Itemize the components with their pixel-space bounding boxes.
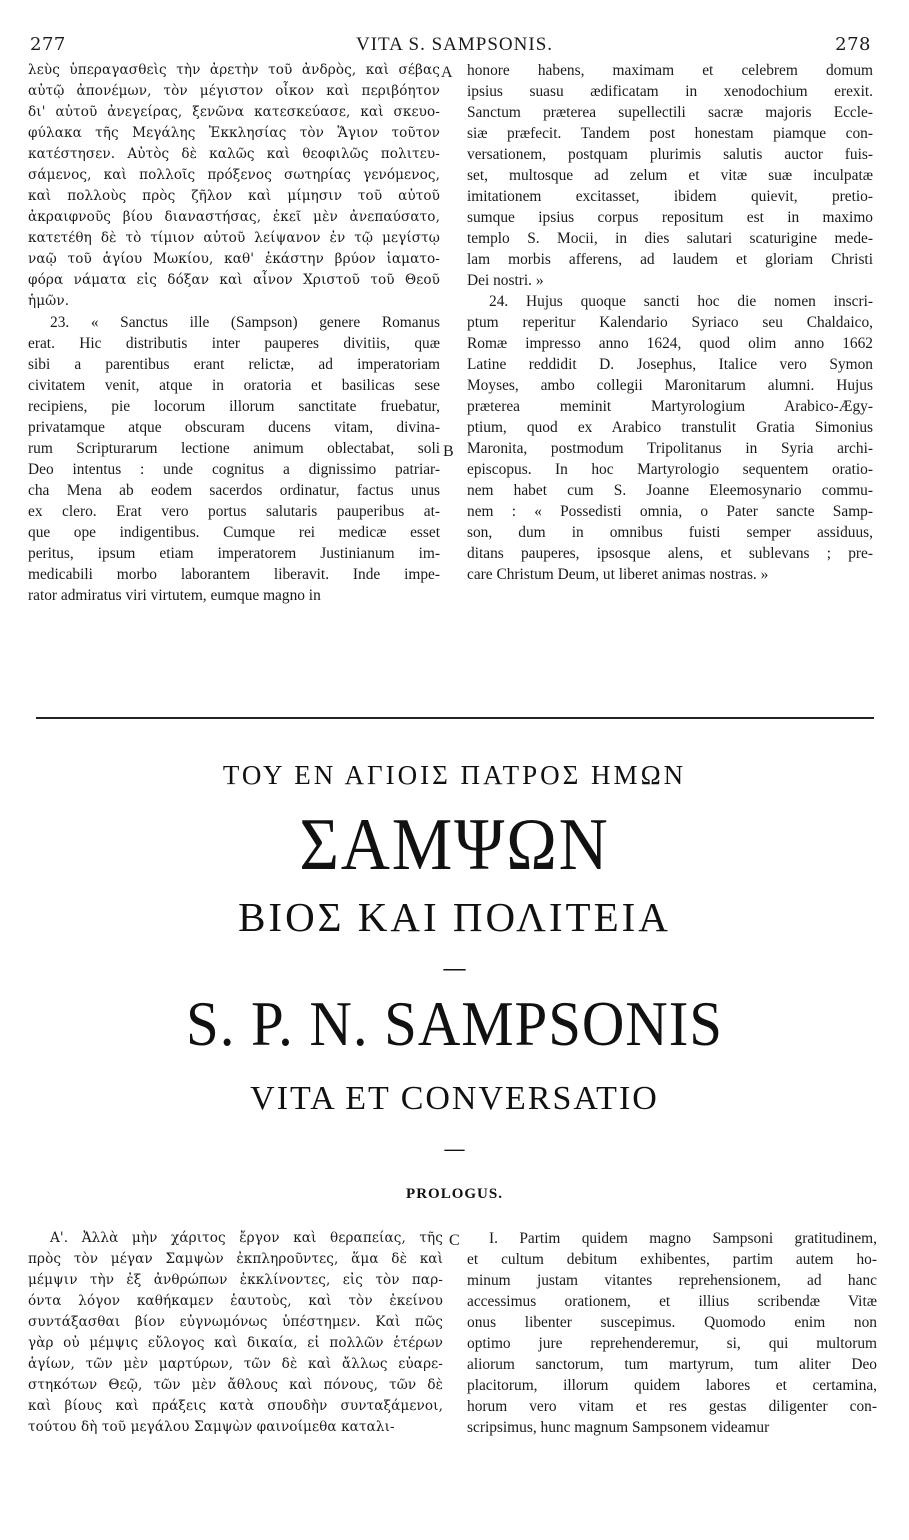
text-line: Latine reddidit D. Josephus, Italice vero Symon <box>467 356 873 373</box>
text-line: 24. Hujus quoque sancti hoc die nomen inscri- <box>489 293 873 310</box>
text-line: præterea meminit Martyrologium Arabico-Ægy- <box>467 398 873 415</box>
latin-paragraph-23 <box>28 312 440 606</box>
text-line: καὶ πολλοὺς πρὸς ζῆλον καὶ μίμησιν τοῦ αὐτοῦ <box>28 188 440 204</box>
text-line: care Christum Deum, ut liberet animas nostras. » <box>467 566 769 583</box>
text-line: ditans pauperes, ipsosque alens, et sublevans ; pre- <box>467 545 873 562</box>
text-line: lam morbis afferens, ad laudem et gloriam Christi <box>467 251 873 268</box>
latin-paragraph-continued <box>467 60 873 291</box>
text-line: Dei nostri. » <box>467 272 544 289</box>
text-line: συντάξασθαι βίον εὐγνωμόνως ὑπέστημεν. Καὶ πῶς <box>28 1314 443 1330</box>
text-line: sibi a parentibus erant relictæ, ad imperatoriam <box>28 356 440 373</box>
top-left-column <box>28 60 440 606</box>
text-line: Romæ impresso anno 1624, quod olim anno 1662 <box>467 335 873 352</box>
text-line: scripsimus, hunc magnum Sampsonem videamur <box>467 1419 770 1436</box>
text-line: medicabili morbo laborantem liberavit. Inde impe- <box>28 566 440 583</box>
text-line: accessimus orationem, et illius scribendæ Vitæ <box>467 1293 877 1310</box>
page-number-left: 277 <box>30 34 66 55</box>
text-line: Moyses, ambo collegii Maronitarum alumni. Hujus <box>467 377 873 394</box>
section-divider <box>36 717 874 719</box>
text-line: placitorum, illorum quidem labores et certamina, <box>467 1377 877 1394</box>
text-line: siæ præfecit. Tandem post honestam piamque con- <box>467 125 873 142</box>
bottom-right-latin-column <box>467 1228 877 1438</box>
page-number-right: 278 <box>835 34 871 55</box>
text-line: κατέστησεν. Αὐτὸς δὲ καλῶς καὶ θεοφιλῶς πολιτευ- <box>28 146 440 162</box>
text-line: Α'. Ἀλλὰ μὴν χάριτος ἔργον καὶ θεραπείας, τῆς <box>50 1230 443 1246</box>
latin-paragraph-24 <box>467 291 873 585</box>
text-line: φύλακα τῆς Μεγάλης Ἐκκλησίας τὸν Ἅγιον τοῦτον <box>28 125 440 141</box>
text-line: erat. Hic distributis inter pauperes divitiis, quæ <box>28 335 440 352</box>
text-line: λεὺς ὑπεραγασθεὶς τὴν ἀρετὴν τοῦ ἀνδρὸς, καὶ σέβας <box>28 62 440 78</box>
text-line: honore habens, maximam et celebrem domum <box>467 62 873 79</box>
text-line: κατετέθη δὲ τὸ τίμιον αὐτοῦ λείψανον ἐν τῷ μεγίστῳ <box>28 230 440 246</box>
text-line: nem : « Possedisti omnia, o Pater sancte Samp- <box>467 503 873 520</box>
bottom-left-greek-column <box>28 1228 443 1438</box>
text-line: ἀκραιφνοῦς βίου διαναστήσας, ἐκεῖ μὲν ἀνεπαύσατο, <box>28 209 440 225</box>
text-line: son, dum in omnibus fuisti semper assiduus, <box>467 524 873 541</box>
text-line: peritus, ipsum etiam imperatorem Justinianum im- <box>28 545 440 562</box>
top-right-column <box>467 60 873 585</box>
text-line: γὰρ οὐ μέμψις εὔλογος καὶ δικαία, εἰ πολλῶν ἑτέρων <box>28 1335 443 1351</box>
text-line: μέμψιν τὴν ἐξ ἀνθρώπων ἐκκλίνοντες, εἰς τὸν παρ- <box>28 1272 443 1288</box>
greek-paragraph <box>28 60 440 312</box>
margin-letter-b: B <box>443 443 454 460</box>
text-line: ptium, quod ex Arabico transtulit Gratia Simonius <box>467 419 873 436</box>
text-line: Deo intentus : unde cognitus a dignissimo patriar- <box>28 461 440 478</box>
text-line: ναῷ τοῦ ἁγίου Μωκίου, καθ' ἑκάστην βρύον ἰαματο- <box>28 251 440 267</box>
title-dash: — <box>443 955 466 980</box>
text-line: rator admiratus viri virtutem, eumque magno in <box>28 587 321 604</box>
latin-saint-name: S. P. N. SAMPSONIS <box>186 988 723 1059</box>
text-line: ex clero. Erat vero portus salutaris pauperibus at- <box>28 503 440 520</box>
greek-title-line: ΤΟΥ ΕΝ ΑΓΙΟΙΣ ΠΑΤΡΟΣ ΗΜΩΝ <box>222 760 687 790</box>
text-line: όντα λόγον καθήκαμεν ἑαυτοὺς, καὶ τὸν ἐκείνου <box>28 1293 443 1309</box>
running-title: VITA S. SAMPSONIS. <box>355 34 554 55</box>
text-line: ἁγίων, τῶν μὲν μαρτύρων, τῶν δὲ καὶ ἄλλως εὐαρε- <box>28 1356 443 1372</box>
text-line: sumque ipsius corpus repositum est in maximo <box>467 209 873 226</box>
text-line: δι' αὐτοῦ ἀνεγείρας, ξενῶνα κατεσκεύασε, καὶ σκευο- <box>28 104 440 120</box>
text-line: versationem, postquam plurimis salutis auctor fuis- <box>467 146 873 163</box>
text-line: templo S. Mocii, in dies salutari scaturigine mede- <box>467 230 873 247</box>
text-line: στηκότων Θεῷ, τῶν μὲν ἄθλους καὶ πόνους, τῶν δὲ <box>28 1377 443 1393</box>
text-line: I. Partim quidem magno Sampsoni gratitudinem, <box>489 1230 877 1247</box>
greek-saint-name: ΣΑΜΨΩΝ <box>299 804 610 886</box>
text-line: φόρα νάματα εἰς δόξαν καὶ αἶνον Χριστοῦ τοῦ Θεοῦ <box>28 272 440 288</box>
text-line: minum justam vitantes reprehensionem, ad hanc <box>467 1272 877 1289</box>
text-line: πρὸς τὸν μέγαν Σαμψὼν ἐκπληροῦντες, ἅμα δὲ καὶ <box>28 1251 443 1267</box>
text-line: aliorum sanctorum, tum martyrum, tum aliter Deo <box>467 1356 877 1373</box>
text-line: ptum reperitur Kalendario Syriaco seu Chaldaico, <box>467 314 873 331</box>
text-line: horum vero vitam et res gestas diligenter con- <box>467 1398 877 1415</box>
text-line: imitationem excitasset, ibidem quievit, pretio- <box>467 188 873 205</box>
text-line: civitatem venit, atque in oratoria et basilicas sese <box>28 377 440 394</box>
text-line: onus libenter suscepimus. Quomodo enim non <box>467 1314 877 1331</box>
text-line: que ope indigentibus. Cumque rei medicæ esset <box>28 524 440 541</box>
text-line: τούτου δὴ τοῦ μεγάλου Σαμψὼν φαινοίμεθα καταλι- <box>28 1419 395 1435</box>
text-line: 23. « Sanctus ille (Sampson) genere Romanus <box>50 314 440 331</box>
text-line: ἡμῶν. <box>28 293 70 309</box>
latin-subtitle: VITA ET CONVERSATIO <box>250 1080 659 1117</box>
text-line: privatamque atque obscuram ducens vitam, divina- <box>28 419 440 436</box>
margin-letter-a: A <box>441 64 453 81</box>
text-line: recipiens, pie locorum illorum sanctitate fruebatur, <box>28 398 440 415</box>
text-line: Sanctum præterea supellectili sacræ majoris Eccle- <box>467 104 873 121</box>
text-line: rum Scripturarum lectione animum oblectabat, soli <box>28 440 440 457</box>
text-line: σάμενος, καὶ πολλοῖς πρόξενος σωτηρίας γενόμενος, <box>28 167 440 183</box>
greek-subtitle: ΒΙΟΣ ΚΑΙ ΠΟΛΙΤΕΙΑ <box>238 894 671 940</box>
text-line: Maronita, postmodum Tripolitanus in Syria archi- <box>467 440 873 457</box>
text-line: et cultum debitum exhibentes, partim autem ho- <box>467 1251 877 1268</box>
text-line: set, multosque ad zelum et vitæ suæ inculpatæ <box>467 167 873 184</box>
text-line: optimo jure reprehenderemur, si, qui multorum <box>467 1335 877 1352</box>
text-line: nem habet cum S. Joanne Eleemosynario commu- <box>467 482 873 499</box>
margin-letter-c: C <box>449 1232 460 1249</box>
title-dash-2: — <box>444 1138 465 1160</box>
text-line: αὐτῷ ἀπονέμων, τὸν μέγιστον οἶκον καὶ περιβόητον <box>28 83 440 99</box>
text-line: cha Mena ab eodem sacerdos ordinatur, factus unus <box>28 482 440 499</box>
text-line: episcopus. In hoc Martyrologio sequentem oratio- <box>467 461 873 478</box>
text-line: ipsius suasu ædificatam in xenodochium erexit. <box>467 83 873 100</box>
text-line: καὶ βίους καὶ πράξεις κατὰ σπουδὴν συνταξάμενοι, <box>28 1398 443 1414</box>
prologus-heading: PROLOGUS. <box>406 1186 503 1202</box>
